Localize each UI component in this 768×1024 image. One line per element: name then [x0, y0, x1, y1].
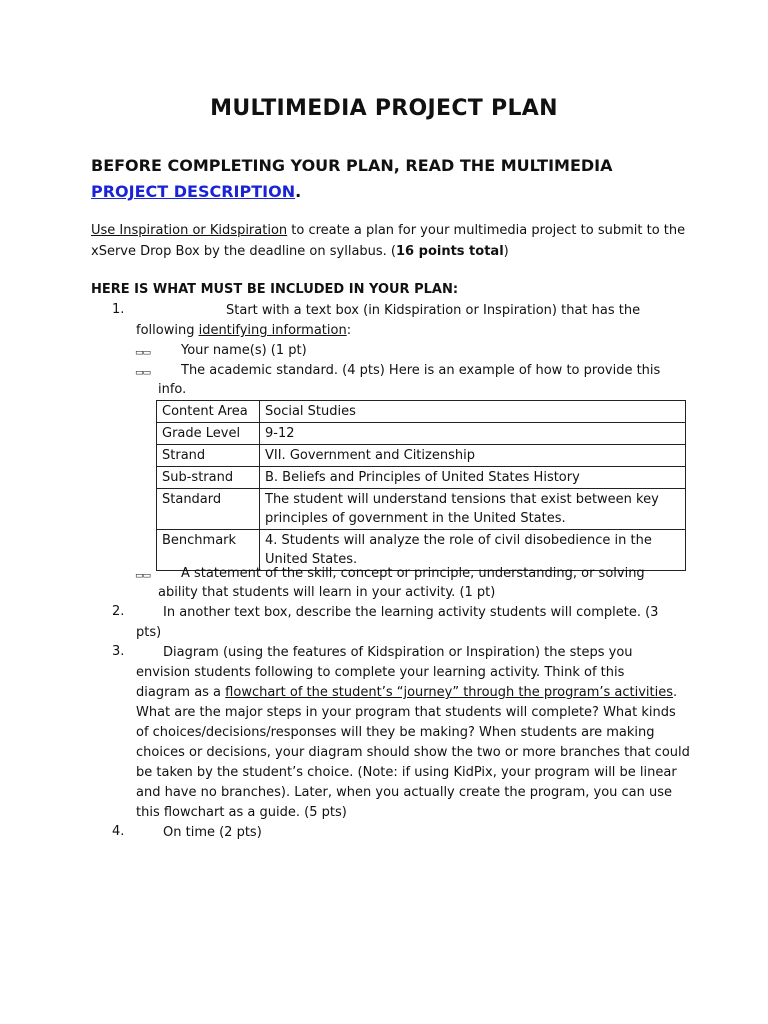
bullet-3-line-2: ability that students will learn in your activity. (1 pt): [158, 585, 496, 600]
item-number-3: 3.: [112, 644, 125, 659]
bullet-icon: ▭▭: [135, 368, 151, 378]
table-value-cell: B. Beliefs and Principles of United States History: [260, 467, 686, 489]
table-row: [157, 401, 686, 423]
table-label-cell: Benchmark: [157, 530, 260, 571]
before-period: .: [295, 182, 302, 201]
item-1-text: following: [136, 323, 199, 338]
item-3-line-9: this flowchart as a guide. (5 pts): [136, 805, 347, 820]
item-3-line-5: of choices/decisions/responses will they be making? When students are making: [136, 725, 655, 740]
before-line: BEFORE COMPLETING YOUR PLAN, READ THE MULTIMEDIA: [91, 156, 613, 175]
section-heading: HERE IS WHAT MUST BE INCLUDED IN YOUR PLAN:: [91, 282, 459, 297]
identifying-information: identifying information: [198, 323, 347, 338]
table-label-cell: Grade Level: [157, 423, 260, 445]
item-2-line-2: pts): [136, 625, 162, 640]
table-label-cell: Content Area: [157, 401, 260, 423]
intro-text: to create a plan for your multimedia project to submit to the xServe Drop Box by the deadline on syllabus. (: [91, 223, 686, 259]
bullet-2-line-1: The academic standard. (4 pts) Here is an example of how to provide this: [181, 363, 661, 378]
intro-paragraph: [91, 220, 691, 262]
item-3-period: .: [673, 685, 678, 700]
intro-underlined: Use Inspiration or Kidspiration: [91, 223, 288, 238]
table-value-cell: 9-12: [260, 423, 686, 445]
table-value-cell: The student will understand tensions that exist between key principles of government in the United States.: [260, 489, 686, 530]
item-number-4: 4.: [112, 824, 125, 839]
item-1-colon: :: [346, 323, 352, 338]
table-value-cell: Social Studies: [260, 401, 686, 423]
item-3-line-4: What are the major steps in your program that students will complete? What kinds: [136, 705, 676, 720]
before-link-line: [91, 179, 691, 205]
table-label-cell: Standard: [157, 489, 260, 530]
academic-standard-table: [156, 400, 686, 571]
page-title: MULTIMEDIA PROJECT PLAN: [210, 96, 558, 121]
item-3-line-6: choices or decisions, your diagram should show the two or more branches that could: [136, 745, 690, 760]
table-value-cell: VII. Government and Citizenship: [260, 445, 686, 467]
bullet-1-text: Your name(s) (1 pt): [181, 343, 307, 358]
bullet-icon: ▭▭: [135, 348, 151, 358]
bullet-2-line-2: info.: [158, 382, 187, 397]
item-2-line-1: In another text box, describe the learning activity students will complete. (3: [163, 605, 659, 620]
table-row: [157, 445, 686, 467]
item-1-line-2: [136, 321, 351, 341]
item-3-text: diagram as a: [136, 685, 226, 700]
bullet-icon: ▭▭: [135, 571, 151, 581]
item-number-1: 1.: [112, 302, 125, 317]
table-row: [157, 489, 686, 530]
points-total: 16 points total: [396, 244, 504, 259]
item-number-2: 2.: [112, 604, 125, 619]
table-value-cell: 4. Students will analyze the role of civil disobedience in the United States.: [260, 530, 686, 571]
item-3-line-8: and have no branches). Later, when you actually create the program, you can use: [136, 785, 673, 800]
table-row: [157, 467, 686, 489]
table-row: [157, 423, 686, 445]
item-3-line-1: Diagram (using the features of Kidspiration or Inspiration) the steps you: [163, 645, 633, 660]
project-description-link[interactable]: PROJECT DESCRIPTION: [91, 182, 296, 201]
bullet-3-line-1: A statement of the skill, concept or principle, understanding, or solving: [181, 566, 645, 581]
table-label-cell: Sub-strand: [157, 467, 260, 489]
item-4-line-1: On time (2 pts): [163, 825, 262, 840]
table-label-cell: Strand: [157, 445, 260, 467]
item-3-line-3: [136, 683, 677, 703]
item-3-line-2: envision students following to complete your learning activity. Think of this: [136, 665, 625, 680]
flowchart-phrase: flowchart of the student’s “journey” through the program’s activities: [225, 685, 674, 700]
item-1-line-1: Start with a text box (in Kidspiration or Inspiration) that has the: [226, 303, 641, 318]
before-notice: [91, 153, 691, 205]
intro-close: ): [503, 244, 509, 259]
item-3-line-7: be taken by the student’s choice. (Note: if using KidPix, your program will be linear: [136, 765, 677, 780]
